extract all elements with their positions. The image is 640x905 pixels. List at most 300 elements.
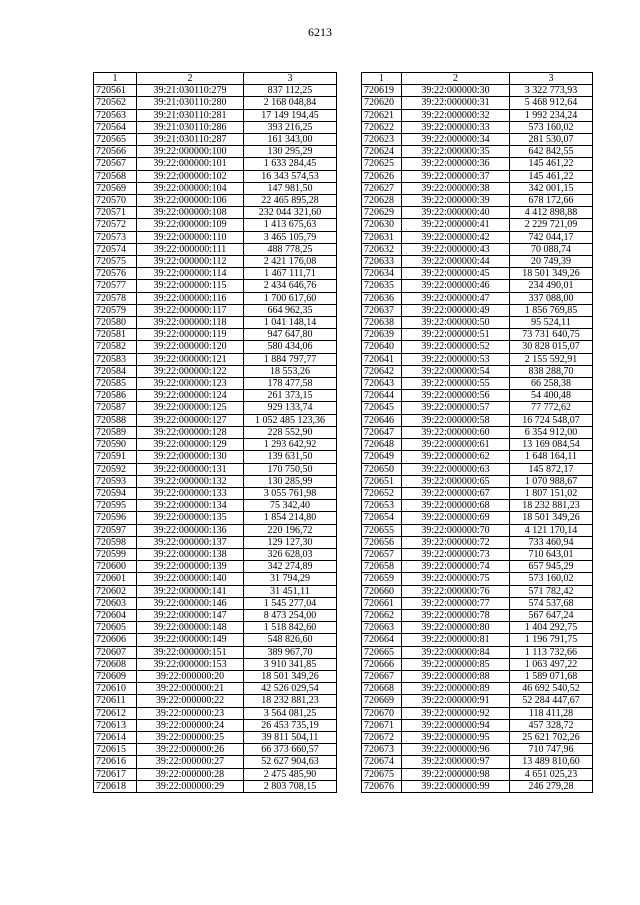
record-number-cell: 720594 (94, 487, 137, 499)
cadastral-number-cell: 39:21:030110:281 (137, 109, 244, 121)
value-cell: 3 564 081,25 (244, 707, 337, 719)
cadastral-number-cell: 39:22:000000:36 (402, 158, 510, 170)
record-number-cell: 720658 (362, 561, 402, 573)
table-row (94, 646, 337, 658)
cadastral-number-cell: 39:22:000000:29 (137, 780, 244, 792)
cadastral-number-cell: 39:22:000000:98 (402, 768, 510, 780)
cadastral-number-cell: 39:22:000000:73 (402, 548, 510, 560)
value-cell: 678 172,66 (510, 195, 593, 207)
table-row (94, 756, 337, 768)
table-row (362, 780, 593, 792)
value-cell: 129 127,30 (244, 536, 337, 548)
value-cell: 1 648 164,11 (510, 451, 593, 463)
record-number-cell: 720665 (362, 646, 402, 658)
cadastral-number-cell: 39:22:000000:110 (137, 231, 244, 243)
value-cell: 18 232 881,23 (244, 695, 337, 707)
value-cell: 2 168 048,84 (244, 97, 337, 109)
cadastral-number-cell: 39:22:000000:134 (137, 500, 244, 512)
value-cell: 75 342,40 (244, 500, 337, 512)
table-row (362, 719, 593, 731)
table-row (362, 158, 593, 170)
value-cell: 31 794,29 (244, 573, 337, 585)
cadastral-number-cell: 39:22:000000:129 (137, 439, 244, 451)
table-row (94, 585, 337, 597)
table-row (362, 280, 593, 292)
value-cell: 929 133,74 (244, 402, 337, 414)
table-row (362, 597, 593, 609)
record-number-cell: 720562 (94, 97, 137, 109)
value-cell: 22 465 895,28 (244, 195, 337, 207)
cadastral-number-cell: 39:22:000000:33 (402, 121, 510, 133)
table-row (362, 304, 593, 316)
record-number-cell: 720596 (94, 512, 137, 524)
table-row (362, 85, 593, 97)
value-cell: 389 967,70 (244, 646, 337, 658)
table-row (362, 426, 593, 438)
record-number-cell: 720606 (94, 634, 137, 646)
cadastral-number-cell: 39:22:000000:65 (402, 475, 510, 487)
value-cell: 838 288,70 (510, 365, 593, 377)
record-number-cell: 720666 (362, 658, 402, 670)
value-cell: 130 285,99 (244, 475, 337, 487)
table-row (362, 292, 593, 304)
table-row (94, 500, 337, 512)
table-header-row (94, 73, 337, 85)
table-row (362, 439, 593, 451)
table-row (362, 768, 593, 780)
record-number-cell: 720578 (94, 292, 137, 304)
column-header: 1 (362, 73, 402, 85)
cadastral-number-cell: 39:22:000000:35 (402, 146, 510, 158)
table-row (362, 341, 593, 353)
table-body (362, 85, 593, 793)
registry-table-left (93, 72, 337, 793)
value-cell: 228 552,90 (244, 426, 337, 438)
table-row (362, 146, 593, 158)
cadastral-number-cell: 39:21:030110:279 (137, 85, 244, 97)
cadastral-number-cell: 39:22:000000:109 (137, 219, 244, 231)
column-header: 3 (244, 73, 337, 85)
cadastral-number-cell: 39:22:000000:118 (137, 317, 244, 329)
cadastral-number-cell: 39:22:000000:37 (402, 170, 510, 182)
value-cell: 18 232 881,23 (510, 500, 593, 512)
record-number-cell: 720624 (362, 146, 402, 158)
table-row (362, 609, 593, 621)
value-cell: 18 501 349,26 (510, 512, 593, 524)
value-cell: 26 453 735,19 (244, 719, 337, 731)
record-number-cell: 720585 (94, 378, 137, 390)
value-cell: 1 807 151,02 (510, 487, 593, 499)
cadastral-number-cell: 39:22:000000:46 (402, 280, 510, 292)
table-row (94, 573, 337, 585)
value-cell: 4 651 025,23 (510, 768, 593, 780)
cadastral-number-cell: 39:21:030110:287 (137, 134, 244, 146)
table-row (362, 109, 593, 121)
column-header: 3 (510, 73, 593, 85)
record-number-cell: 720668 (362, 683, 402, 695)
table-row (362, 365, 593, 377)
record-number-cell: 720617 (94, 768, 137, 780)
table-row (362, 414, 593, 426)
value-cell: 170 750,50 (244, 463, 337, 475)
value-cell: 742 044,17 (510, 231, 593, 243)
table-row (362, 744, 593, 756)
record-number-cell: 720579 (94, 304, 137, 316)
cadastral-number-cell: 39:22:000000:34 (402, 134, 510, 146)
table-row (94, 158, 337, 170)
table-row (362, 548, 593, 560)
table-row (94, 439, 337, 451)
cadastral-number-cell: 39:22:000000:99 (402, 780, 510, 792)
value-cell: 567 647,24 (510, 609, 593, 621)
cadastral-number-cell: 39:22:000000:40 (402, 207, 510, 219)
value-cell: 220 196,72 (244, 524, 337, 536)
cadastral-number-cell: 39:22:000000:55 (402, 378, 510, 390)
cadastral-number-cell: 39:22:000000:44 (402, 256, 510, 268)
value-cell: 178 477,58 (244, 378, 337, 390)
record-number-cell: 720670 (362, 707, 402, 719)
record-number-cell: 720604 (94, 609, 137, 621)
record-number-cell: 720570 (94, 195, 137, 207)
value-cell: 2 434 646,76 (244, 280, 337, 292)
cadastral-number-cell: 39:22:000000:74 (402, 561, 510, 573)
record-number-cell: 720576 (94, 268, 137, 280)
value-cell: 31 451,11 (244, 585, 337, 597)
record-number-cell: 720655 (362, 524, 402, 536)
record-number-cell: 720614 (94, 731, 137, 743)
record-number-cell: 720640 (362, 341, 402, 353)
table-row (94, 695, 337, 707)
record-number-cell: 720584 (94, 365, 137, 377)
table-row (94, 378, 337, 390)
value-cell: 42 526 029,54 (244, 683, 337, 695)
table-row (362, 402, 593, 414)
cadastral-number-cell: 39:22:000000:153 (137, 658, 244, 670)
table-row (94, 670, 337, 682)
record-number-cell: 720647 (362, 426, 402, 438)
table-row (94, 280, 337, 292)
value-cell: 1 518 842,60 (244, 622, 337, 634)
cadastral-number-cell: 39:22:000000:31 (402, 97, 510, 109)
table-row (362, 231, 593, 243)
value-cell: 139 631,50 (244, 451, 337, 463)
table-row (362, 195, 593, 207)
table-row (362, 475, 593, 487)
record-number-cell: 720629 (362, 207, 402, 219)
table-row (94, 597, 337, 609)
record-number-cell: 720591 (94, 451, 137, 463)
record-number-cell: 720580 (94, 317, 137, 329)
table-row (94, 548, 337, 560)
value-cell: 1 545 277,04 (244, 597, 337, 609)
table-row (94, 768, 337, 780)
record-number-cell: 720592 (94, 463, 137, 475)
record-number-cell: 720654 (362, 512, 402, 524)
record-number-cell: 720564 (94, 121, 137, 133)
table-row (362, 329, 593, 341)
value-cell: 2 155 592,91 (510, 353, 593, 365)
record-number-cell: 720575 (94, 256, 137, 268)
cadastral-number-cell: 39:22:000000:140 (137, 573, 244, 585)
table-row (362, 512, 593, 524)
cadastral-number-cell: 39:22:000000:76 (402, 585, 510, 597)
table-row (94, 329, 337, 341)
value-cell: 2 421 176,08 (244, 256, 337, 268)
cadastral-number-cell: 39:22:000000:141 (137, 585, 244, 597)
cadastral-number-cell: 39:22:000000:77 (402, 597, 510, 609)
value-cell: 710 747,96 (510, 744, 593, 756)
value-cell: 13 489 810,60 (510, 756, 593, 768)
value-cell: 3 465 105,79 (244, 231, 337, 243)
cadastral-number-cell: 39:22:000000:27 (137, 756, 244, 768)
cadastral-number-cell: 39:22:000000:68 (402, 500, 510, 512)
cadastral-number-cell: 39:22:000000:39 (402, 195, 510, 207)
cadastral-number-cell: 39:22:000000:95 (402, 731, 510, 743)
table-row (94, 414, 337, 426)
table-row (94, 683, 337, 695)
value-cell: 39 811 504,11 (244, 731, 337, 743)
value-cell: 281 530,07 (510, 134, 593, 146)
cadastral-number-cell: 39:22:000000:106 (137, 195, 244, 207)
cadastral-number-cell: 39:22:000000:108 (137, 207, 244, 219)
table-row (94, 268, 337, 280)
value-cell: 573 160,02 (510, 121, 593, 133)
value-cell: 1 413 675,63 (244, 219, 337, 231)
cadastral-number-cell: 39:22:000000:111 (137, 243, 244, 255)
record-number-cell: 720636 (362, 292, 402, 304)
record-number-cell: 720577 (94, 280, 137, 292)
value-cell: 837 112,25 (244, 85, 337, 97)
record-number-cell: 720598 (94, 536, 137, 548)
cadastral-number-cell: 39:22:000000:96 (402, 744, 510, 756)
registry-table-right (361, 72, 593, 793)
record-number-cell: 720652 (362, 487, 402, 499)
record-number-cell: 720671 (362, 719, 402, 731)
table-row (362, 219, 593, 231)
value-cell: 2 803 708,15 (244, 780, 337, 792)
value-cell: 73 731 640,75 (510, 329, 593, 341)
table-row (362, 646, 593, 658)
value-cell: 1 041 148,14 (244, 317, 337, 329)
value-cell: 488 778,25 (244, 243, 337, 255)
record-number-cell: 720590 (94, 439, 137, 451)
record-number-cell: 720661 (362, 597, 402, 609)
record-number-cell: 720610 (94, 683, 137, 695)
record-number-cell: 720609 (94, 670, 137, 682)
cadastral-number-cell: 39:22:000000:58 (402, 414, 510, 426)
table-row (94, 146, 337, 158)
value-cell: 70 088,74 (510, 243, 593, 255)
record-number-cell: 720634 (362, 268, 402, 280)
value-cell: 161 343,00 (244, 134, 337, 146)
record-number-cell: 720673 (362, 744, 402, 756)
cadastral-number-cell: 39:22:000000:72 (402, 536, 510, 548)
table-row (94, 524, 337, 536)
cadastral-number-cell: 39:22:000000:89 (402, 683, 510, 695)
cadastral-number-cell: 39:22:000000:23 (137, 707, 244, 719)
value-cell: 548 826,60 (244, 634, 337, 646)
table-row (362, 487, 593, 499)
cadastral-number-cell: 39:22:000000:100 (137, 146, 244, 158)
table-row (362, 207, 593, 219)
table-row (362, 463, 593, 475)
cadastral-number-cell: 39:22:000000:94 (402, 719, 510, 731)
cadastral-number-cell: 39:22:000000:112 (137, 256, 244, 268)
cadastral-number-cell: 39:22:000000:128 (137, 426, 244, 438)
record-number-cell: 720587 (94, 402, 137, 414)
record-number-cell: 720581 (94, 329, 137, 341)
cadastral-number-cell: 39:22:000000:92 (402, 707, 510, 719)
cadastral-number-cell: 39:22:000000:22 (137, 695, 244, 707)
record-number-cell: 720639 (362, 329, 402, 341)
table-row (94, 609, 337, 621)
value-cell: 457 328,72 (510, 719, 593, 731)
record-number-cell: 720623 (362, 134, 402, 146)
cadastral-number-cell: 39:22:000000:133 (137, 487, 244, 499)
record-number-cell: 720619 (362, 85, 402, 97)
table-row (94, 170, 337, 182)
table-row (362, 695, 593, 707)
record-number-cell: 720667 (362, 670, 402, 682)
value-cell: 573 160,02 (510, 573, 593, 585)
record-number-cell: 720601 (94, 573, 137, 585)
table-row (362, 524, 593, 536)
table-row (362, 268, 593, 280)
cadastral-number-cell: 39:22:000000:119 (137, 329, 244, 341)
record-number-cell: 720589 (94, 426, 137, 438)
cadastral-number-cell: 39:22:000000:75 (402, 573, 510, 585)
cadastral-number-cell: 39:22:000000:26 (137, 744, 244, 756)
cadastral-number-cell: 39:22:000000:121 (137, 353, 244, 365)
value-cell: 18 501 349,26 (510, 268, 593, 280)
record-number-cell: 720630 (362, 219, 402, 231)
table-row (94, 719, 337, 731)
value-cell: 46 692 540,52 (510, 683, 593, 695)
record-number-cell: 720600 (94, 561, 137, 573)
cadastral-number-cell: 39:22:000000:131 (137, 463, 244, 475)
record-number-cell: 720618 (94, 780, 137, 792)
cadastral-number-cell: 39:22:000000:45 (402, 268, 510, 280)
table-header-row (362, 73, 593, 85)
table-row (94, 463, 337, 475)
value-cell: 393 216,25 (244, 121, 337, 133)
value-cell: 664 962,35 (244, 304, 337, 316)
value-cell: 66 258,38 (510, 378, 593, 390)
value-cell: 1 992 234,24 (510, 109, 593, 121)
cadastral-number-cell: 39:22:000000:60 (402, 426, 510, 438)
value-cell: 13 169 084,54 (510, 439, 593, 451)
record-number-cell: 720656 (362, 536, 402, 548)
table-row (94, 634, 337, 646)
table-row (94, 292, 337, 304)
record-number-cell: 720669 (362, 695, 402, 707)
value-cell: 1 070 988,67 (510, 475, 593, 487)
record-number-cell: 720649 (362, 451, 402, 463)
record-number-cell: 720611 (94, 695, 137, 707)
record-number-cell: 720561 (94, 85, 137, 97)
table-row (94, 744, 337, 756)
value-cell: 1 856 769,85 (510, 304, 593, 316)
record-number-cell: 720616 (94, 756, 137, 768)
cadastral-number-cell: 39:22:000000:137 (137, 536, 244, 548)
value-cell: 733 460,94 (510, 536, 593, 548)
record-number-cell: 720586 (94, 390, 137, 402)
cadastral-number-cell: 39:22:000000:32 (402, 109, 510, 121)
value-cell: 8 473 254,00 (244, 609, 337, 621)
table-row (362, 707, 593, 719)
cadastral-number-cell: 39:22:000000:42 (402, 231, 510, 243)
record-number-cell: 720660 (362, 585, 402, 597)
value-cell: 342 274,89 (244, 561, 337, 573)
value-cell: 3 910 341,85 (244, 658, 337, 670)
table-row (362, 170, 593, 182)
cadastral-number-cell: 39:22:000000:52 (402, 341, 510, 353)
value-cell: 18 553,26 (244, 365, 337, 377)
record-number-cell: 720605 (94, 622, 137, 634)
cadastral-number-cell: 39:22:000000:130 (137, 451, 244, 463)
record-number-cell: 720582 (94, 341, 137, 353)
value-cell: 571 782,42 (510, 585, 593, 597)
table-row (362, 134, 593, 146)
table-row (94, 487, 337, 499)
cadastral-number-cell: 39:22:000000:24 (137, 719, 244, 731)
record-number-cell: 720573 (94, 231, 137, 243)
value-cell: 642 842,55 (510, 146, 593, 158)
table-row (94, 97, 337, 109)
table-row (94, 219, 337, 231)
table-row (94, 353, 337, 365)
value-cell: 6 354 912,00 (510, 426, 593, 438)
cadastral-number-cell: 39:22:000000:84 (402, 646, 510, 658)
table-row (362, 500, 593, 512)
value-cell: 52 284 447,67 (510, 695, 593, 707)
record-number-cell: 720571 (94, 207, 137, 219)
value-cell: 1 113 732,66 (510, 646, 593, 658)
cadastral-number-cell: 39:22:000000:78 (402, 609, 510, 621)
cadastral-number-cell: 39:22:000000:57 (402, 402, 510, 414)
cadastral-number-cell: 39:22:000000:124 (137, 390, 244, 402)
record-number-cell: 720565 (94, 134, 137, 146)
cadastral-number-cell: 39:22:000000:41 (402, 219, 510, 231)
cadastral-number-cell: 39:22:000000:49 (402, 304, 510, 316)
cadastral-number-cell: 39:22:000000:127 (137, 414, 244, 426)
cadastral-number-cell: 39:22:000000:135 (137, 512, 244, 524)
cadastral-number-cell: 39:22:000000:56 (402, 390, 510, 402)
record-number-cell: 720567 (94, 158, 137, 170)
value-cell: 147 981,50 (244, 182, 337, 194)
table-row (362, 451, 593, 463)
table-row (362, 353, 593, 365)
value-cell: 657 945,29 (510, 561, 593, 573)
record-number-cell: 720674 (362, 756, 402, 768)
record-number-cell: 720650 (362, 463, 402, 475)
value-cell: 1 854 214,80 (244, 512, 337, 524)
value-cell: 18 501 349,26 (244, 670, 337, 682)
record-number-cell: 720607 (94, 646, 137, 658)
record-number-cell: 720644 (362, 390, 402, 402)
value-cell: 246 279,28 (510, 780, 593, 792)
value-cell: 118 411,28 (510, 707, 593, 719)
cadastral-number-cell: 39:22:000000:21 (137, 683, 244, 695)
value-cell: 4 121 170,14 (510, 524, 593, 536)
cadastral-number-cell: 39:22:000000:38 (402, 182, 510, 194)
cadastral-number-cell: 39:22:000000:85 (402, 658, 510, 670)
table-row (94, 121, 337, 133)
table-row (94, 622, 337, 634)
cadastral-number-cell: 39:22:000000:53 (402, 353, 510, 365)
cadastral-number-cell: 39:21:030110:286 (137, 121, 244, 133)
value-cell: 710 643,01 (510, 548, 593, 560)
